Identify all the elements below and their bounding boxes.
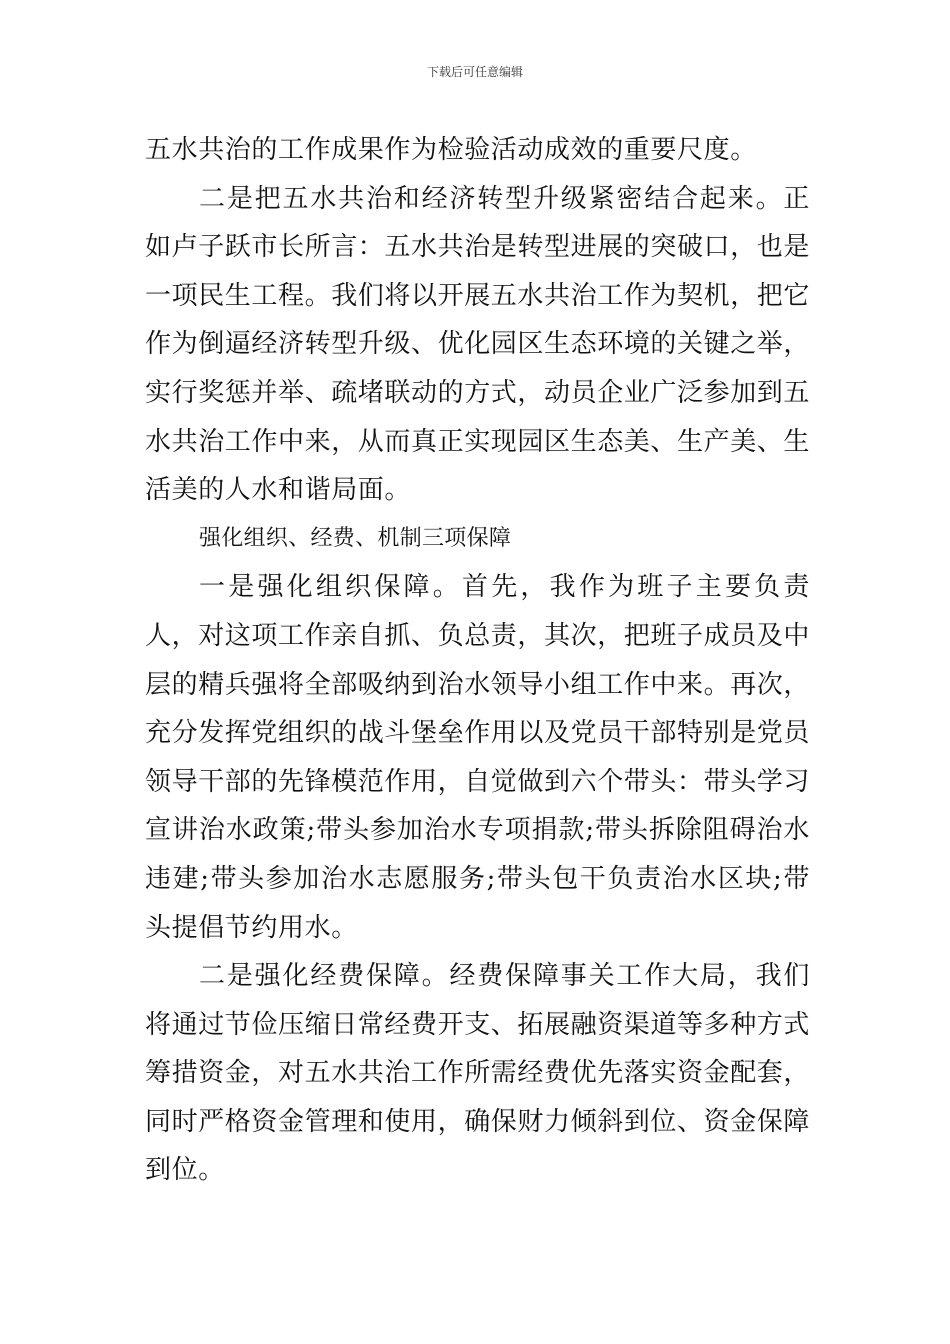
- paragraph-continuation: 五水共治的工作成果作为检验活动成效的重要尺度。: [145, 135, 757, 165]
- paragraph-economic-transformation: 二是把五水共治和经济转型升级紧密结合起来。正如卢子跃市长所言：五水共治是转型进展的突破口，也是一项民生工程。我们将以开展五水共治工作为契机，把它作为倒逼经济转型升级、优化园区生态环境的关键之举，实行奖惩并举、疏堵联动的方式，动员企业广泛参加到五水共治工作中来，从而真正实现园区生态美、生产美、生活美的人水和谐局面。: [145, 183, 811, 506]
- paragraph-funding-guarantee: 二是强化经费保障。经费保障事关工作大局，我们将通过节俭压缩日常经费开支、拓展融资渠道等多种方式筹措资金，对五水共治工作所需经费优先落实资金配套，同时严格资金管理和使用，确保财力倾斜到位、资金保障到位。: [145, 961, 811, 1186]
- document-body: [145, 126, 810, 1195]
- page-header-note: 下载后可任意编辑: [426, 65, 523, 79]
- section-heading: 强化组织、经费、机制三项保障: [199, 525, 512, 551]
- paragraph-organization-guarantee: 一是强化组织保障。首先，我作为班子主要负责人，对这项工作亲自抓、负总责，其次，把班子成员及中层的精兵强将全部吸纳到治水领导小组工作中来。再次，充分发挥党组织的战斗堡垒作用以及党员干部特别是党员领导干部的先锋模范作用，自觉做到六个带头：带头学习宣讲治水政策;带头参加治水专项捐款;带头拆除阻碍治水违建;带头参加治水志愿服务;带头包干负责治水区块;带头提倡节约用水。: [145, 572, 811, 943]
